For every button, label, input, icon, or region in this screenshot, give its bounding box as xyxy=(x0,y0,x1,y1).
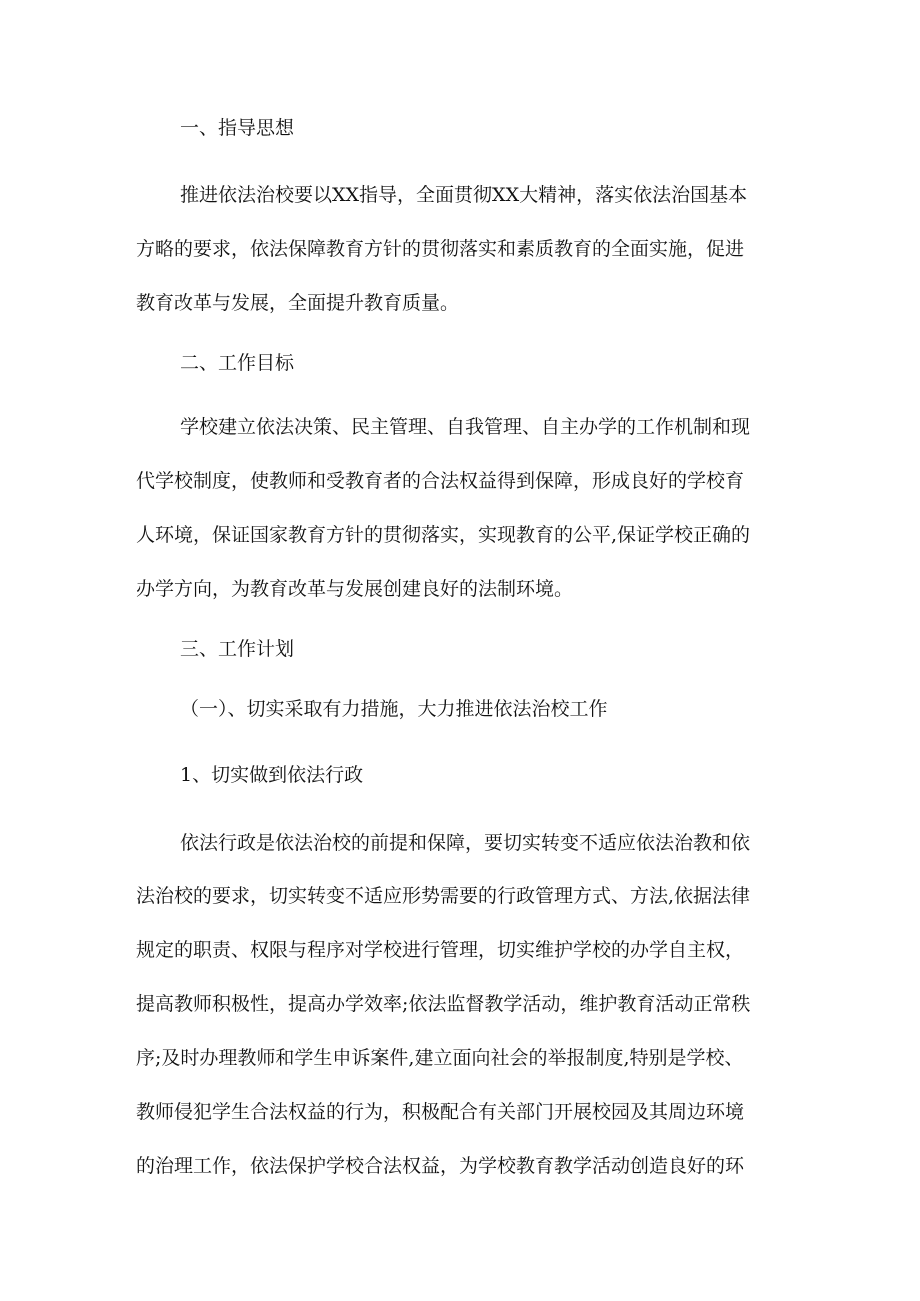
subheading-administration: 1、切实做到依法行政 xyxy=(180,764,364,786)
paragraph-line: 人环境，保证国家教育方针的贯彻落实，实现教育的公平,保证学校正确的 xyxy=(136,524,751,546)
heading-work-plan: 三、工作计划 xyxy=(180,638,295,660)
subheading-measures: （一）、切实采取有力措施，大力推进依法治校工作 xyxy=(180,698,608,720)
paragraph-line: 学校建立依法决策、民主管理、自我管理、自主办学的工作机制和现 xyxy=(180,416,751,438)
paragraph-line: 方略的要求，依法保障教育方针的贯彻落实和素质教育的全面实施，促进 xyxy=(136,238,745,260)
paragraph-line: 教师侵犯学生合法权益的行为，积极配合有关部门开展校园及其周边环境 xyxy=(136,1101,745,1123)
paragraph-line: 的治理工作，依法保护学校合法权益，为学校教育教学活动创造良好的环 xyxy=(136,1155,745,1177)
paragraph-line: 法治校的要求，切实转变不适应形势需要的行政管理方式、方法,依据法律 xyxy=(136,885,751,907)
paragraph-line: 依法行政是依法治校的前提和保障，要切实转变不适应依法治教和依 xyxy=(180,832,751,854)
paragraph-line: 推进依法治校要以XX指导，全面贯彻XX大精神，落实依法治国基本 xyxy=(180,184,748,206)
paragraph-line: 提高教师积极性，提高办学效率;依法监督教学活动，维护教育活动正常秩 xyxy=(136,993,751,1015)
heading-work-goals: 二、工作目标 xyxy=(180,352,295,374)
heading-guiding-thought: 一、指导思想 xyxy=(180,117,295,139)
paragraph-line: 办学方向，为教育改革与发展创建良好的法制环境。 xyxy=(136,578,574,600)
paragraph-line: 代学校制度，使教师和受教育者的合法权益得到保障，形成良好的学校育 xyxy=(136,470,745,492)
paragraph-line: 序;及时办理教师和学生申诉案件,建立面向社会的举报制度,特别是学校、 xyxy=(136,1047,744,1069)
paragraph-line: 教育改革与发展，全面提升教育质量。 xyxy=(136,292,460,314)
paragraph-line: 规定的职责、权限与程序对学校进行管理，切实维护学校的办学自主权， xyxy=(136,939,745,961)
